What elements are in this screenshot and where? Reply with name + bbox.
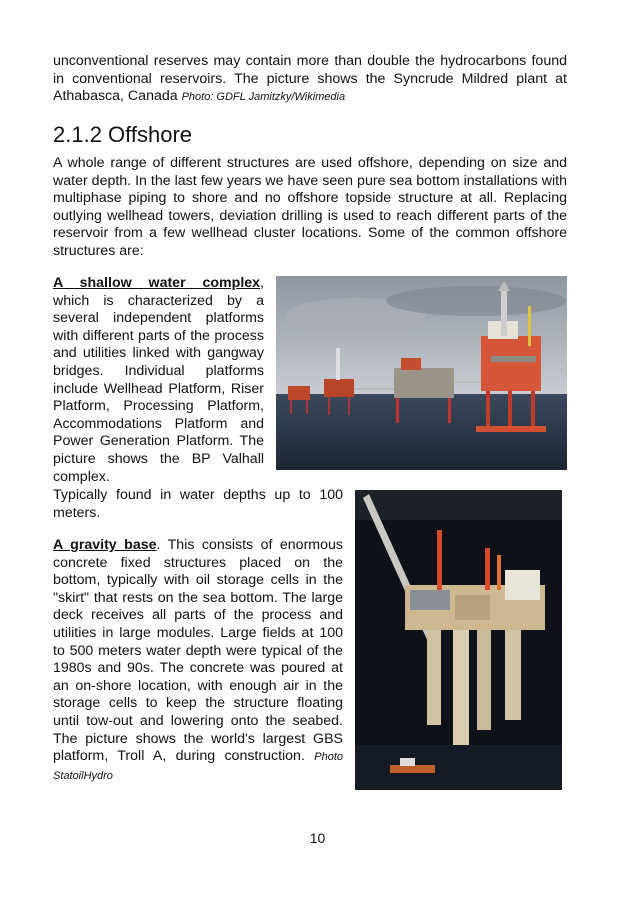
valhall-photo — [276, 276, 567, 470]
gravity-lead: A gravity base — [53, 537, 157, 553]
intro-paragraph — [53, 53, 567, 107]
section-heading: 2.1.2 Offshore — [53, 122, 193, 147]
gravity-text: . This consists of enormous concrete fixed structures placed on the bottom, typically with oil storage cells in the "skirt" that rests on the sea bottom. The large deck receives all parts of the process and utilities in large modules. Large fields at 100 to 500 meters water depth were typical of the 1980s and 90s. The concrete was poured at an on-shore location, with enough air in the storage cells to keep the structure floating until tow-out and lowering onto the seabed. The picture shows the world's largest GBS platform, Troll A, during construction. — [53, 537, 343, 765]
section-body: A whole range of different structures are used offshore, depending on size and water depth. In the last few years we have seen pure sea bottom installations with multiphase piping to shore and no offshore topside structure at all. Replacing outlying wellhead towers, deviation drilling is used to reach different parts of the reservoir from a few wellhead cluster locations. Some of the common offshore structures are: — [53, 155, 567, 259]
shallow-paragraph-end: Typically found in water depths up to 100 meters. — [53, 487, 343, 521]
shallow-paragraph — [53, 275, 264, 486]
troll-a-photo — [355, 490, 562, 790]
intro-text: unconventional reserves may contain more than double the hydrocarbons found in conventional reservoirs. The picture shows the Syncrude Mildred plant at Athabasca, Canada — [53, 53, 567, 105]
intro-photo-credit: Photo: GDFL Jamitzky/Wikimedia — [181, 91, 346, 104]
gravity-paragraph — [53, 537, 343, 785]
shallow-text: , which is characterized by a several independent platforms with different parts of the process and utilities linked with gangway bridges. Individual platforms include Wellhead Platform, Riser Platform, Processing Platform, Accommodations Platform and Power Generation Platform. The picture shows the BP Valhall complex. — [53, 275, 264, 485]
shallow-lead: A shallow water complex — [53, 275, 261, 291]
gravity-photo-credit: Photo StatoilHydro — [53, 751, 343, 782]
page-number: 10 — [309, 830, 326, 846]
